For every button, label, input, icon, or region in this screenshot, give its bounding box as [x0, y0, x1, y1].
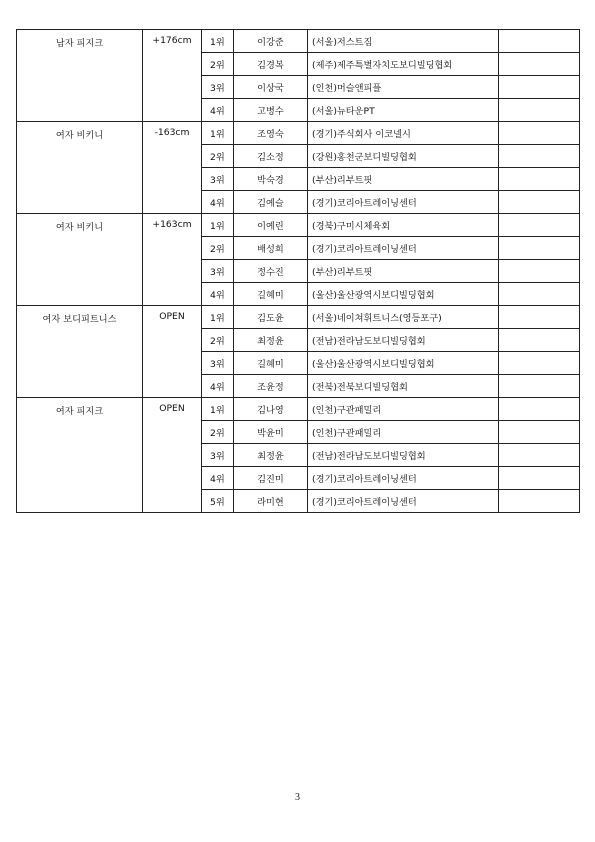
rank-cell: 4위: [202, 375, 234, 398]
rank-cell: 3위: [202, 352, 234, 375]
name-cell: 최정윤: [234, 329, 308, 352]
rank-cell: 4위: [202, 191, 234, 214]
team-cell: (전남)전라남도보디빌딩협회: [308, 444, 499, 467]
team-cell: (경북)구미시체육회: [308, 214, 499, 237]
rank-cell: 5위: [202, 490, 234, 513]
blank-cell: [499, 99, 580, 122]
team-cell: (제주)제주특별자치도보디빌딩협회: [308, 53, 499, 76]
rank-cell: 2위: [202, 237, 234, 260]
rank-cell: 2위: [202, 145, 234, 168]
team-cell: (강원)홍천군보디빌딩협회: [308, 145, 499, 168]
results-table: [16, 29, 580, 513]
category-cell: 여자 비키니: [17, 214, 143, 306]
rank-cell: 1위: [202, 214, 234, 237]
name-cell: 길혜미: [234, 283, 308, 306]
rank-cell: 4위: [202, 283, 234, 306]
name-cell: 박숙경: [234, 168, 308, 191]
blank-cell: [499, 122, 580, 145]
results-body: [17, 30, 580, 513]
name-cell: 김경복: [234, 53, 308, 76]
blank-cell: [499, 76, 580, 99]
blank-cell: [499, 53, 580, 76]
blank-cell: [499, 237, 580, 260]
table-row: [17, 122, 580, 145]
name-cell: 박윤미: [234, 421, 308, 444]
blank-cell: [499, 490, 580, 513]
name-cell: 이예린: [234, 214, 308, 237]
team-cell: (서울)네이쳐휘트니스(영등포구): [308, 306, 499, 329]
name-cell: 김소정: [234, 145, 308, 168]
blank-cell: [499, 214, 580, 237]
rank-cell: 3위: [202, 76, 234, 99]
table-row: [17, 214, 580, 237]
name-cell: 정수진: [234, 260, 308, 283]
blank-cell: [499, 260, 580, 283]
blank-cell: [499, 30, 580, 53]
team-cell: (울산)울산광역시보디빌딩협회: [308, 283, 499, 306]
rank-cell: 1위: [202, 306, 234, 329]
rank-cell: 1위: [202, 30, 234, 53]
class-cell: OPEN: [143, 398, 202, 513]
team-cell: (경기)코리아트레이닝센터: [308, 191, 499, 214]
name-cell: 이상국: [234, 76, 308, 99]
name-cell: 김진미: [234, 467, 308, 490]
blank-cell: [499, 329, 580, 352]
blank-cell: [499, 283, 580, 306]
class-cell: -163cm: [143, 122, 202, 214]
team-cell: (울산)울산광역시보디빌딩협회: [308, 352, 499, 375]
class-cell: +163cm: [143, 214, 202, 306]
blank-cell: [499, 421, 580, 444]
team-cell: (인천)구관패밀리: [308, 421, 499, 444]
rank-cell: 2위: [202, 421, 234, 444]
blank-cell: [499, 467, 580, 490]
team-cell: (부산)리부트핏: [308, 168, 499, 191]
blank-cell: [499, 191, 580, 214]
name-cell: 조영숙: [234, 122, 308, 145]
blank-cell: [499, 168, 580, 191]
category-cell: 남자 피지크: [17, 30, 143, 122]
team-cell: (인천)구관패밀리: [308, 398, 499, 421]
team-cell: (부산)리부트핏: [308, 260, 499, 283]
blank-cell: [499, 398, 580, 421]
team-cell: (전남)전라남도보디빌딩협회: [308, 329, 499, 352]
category-cell: 여자 보디피트니스: [17, 306, 143, 398]
name-cell: 라미현: [234, 490, 308, 513]
team-cell: (인천)머슬앤피플: [308, 76, 499, 99]
page-number: 3: [295, 792, 300, 803]
table-row: [17, 30, 580, 53]
name-cell: 고병수: [234, 99, 308, 122]
class-cell: OPEN: [143, 306, 202, 398]
table-row: [17, 306, 580, 329]
rank-cell: 2위: [202, 53, 234, 76]
team-cell: (서울)저스트짐: [308, 30, 499, 53]
blank-cell: [499, 306, 580, 329]
blank-cell: [499, 352, 580, 375]
team-cell: (전북)전북보디빌딩협회: [308, 375, 499, 398]
rank-cell: 4위: [202, 99, 234, 122]
name-cell: 김예슬: [234, 191, 308, 214]
rank-cell: 1위: [202, 122, 234, 145]
table-row: [17, 398, 580, 421]
team-cell: (경기)코리아트레이닝센터: [308, 490, 499, 513]
team-cell: (경기)코리아트레이닝센터: [308, 237, 499, 260]
category-cell: 여자 비키니: [17, 122, 143, 214]
name-cell: 길혜미: [234, 352, 308, 375]
team-cell: (경기)주식회사 이코넬시: [308, 122, 499, 145]
blank-cell: [499, 375, 580, 398]
rank-cell: 4위: [202, 467, 234, 490]
rank-cell: 2위: [202, 329, 234, 352]
class-cell: +176cm: [143, 30, 202, 122]
category-cell: 여자 피지크: [17, 398, 143, 513]
rank-cell: 1위: [202, 398, 234, 421]
team-cell: (서울)뉴타운PT: [308, 99, 499, 122]
name-cell: 최정윤: [234, 444, 308, 467]
name-cell: 배성희: [234, 237, 308, 260]
name-cell: 김나영: [234, 398, 308, 421]
rank-cell: 3위: [202, 260, 234, 283]
team-cell: (경기)코리아트레이닝센터: [308, 467, 499, 490]
blank-cell: [499, 145, 580, 168]
rank-cell: 3위: [202, 444, 234, 467]
name-cell: 이강준: [234, 30, 308, 53]
name-cell: 김도윤: [234, 306, 308, 329]
name-cell: 조윤정: [234, 375, 308, 398]
rank-cell: 3위: [202, 168, 234, 191]
blank-cell: [499, 444, 580, 467]
